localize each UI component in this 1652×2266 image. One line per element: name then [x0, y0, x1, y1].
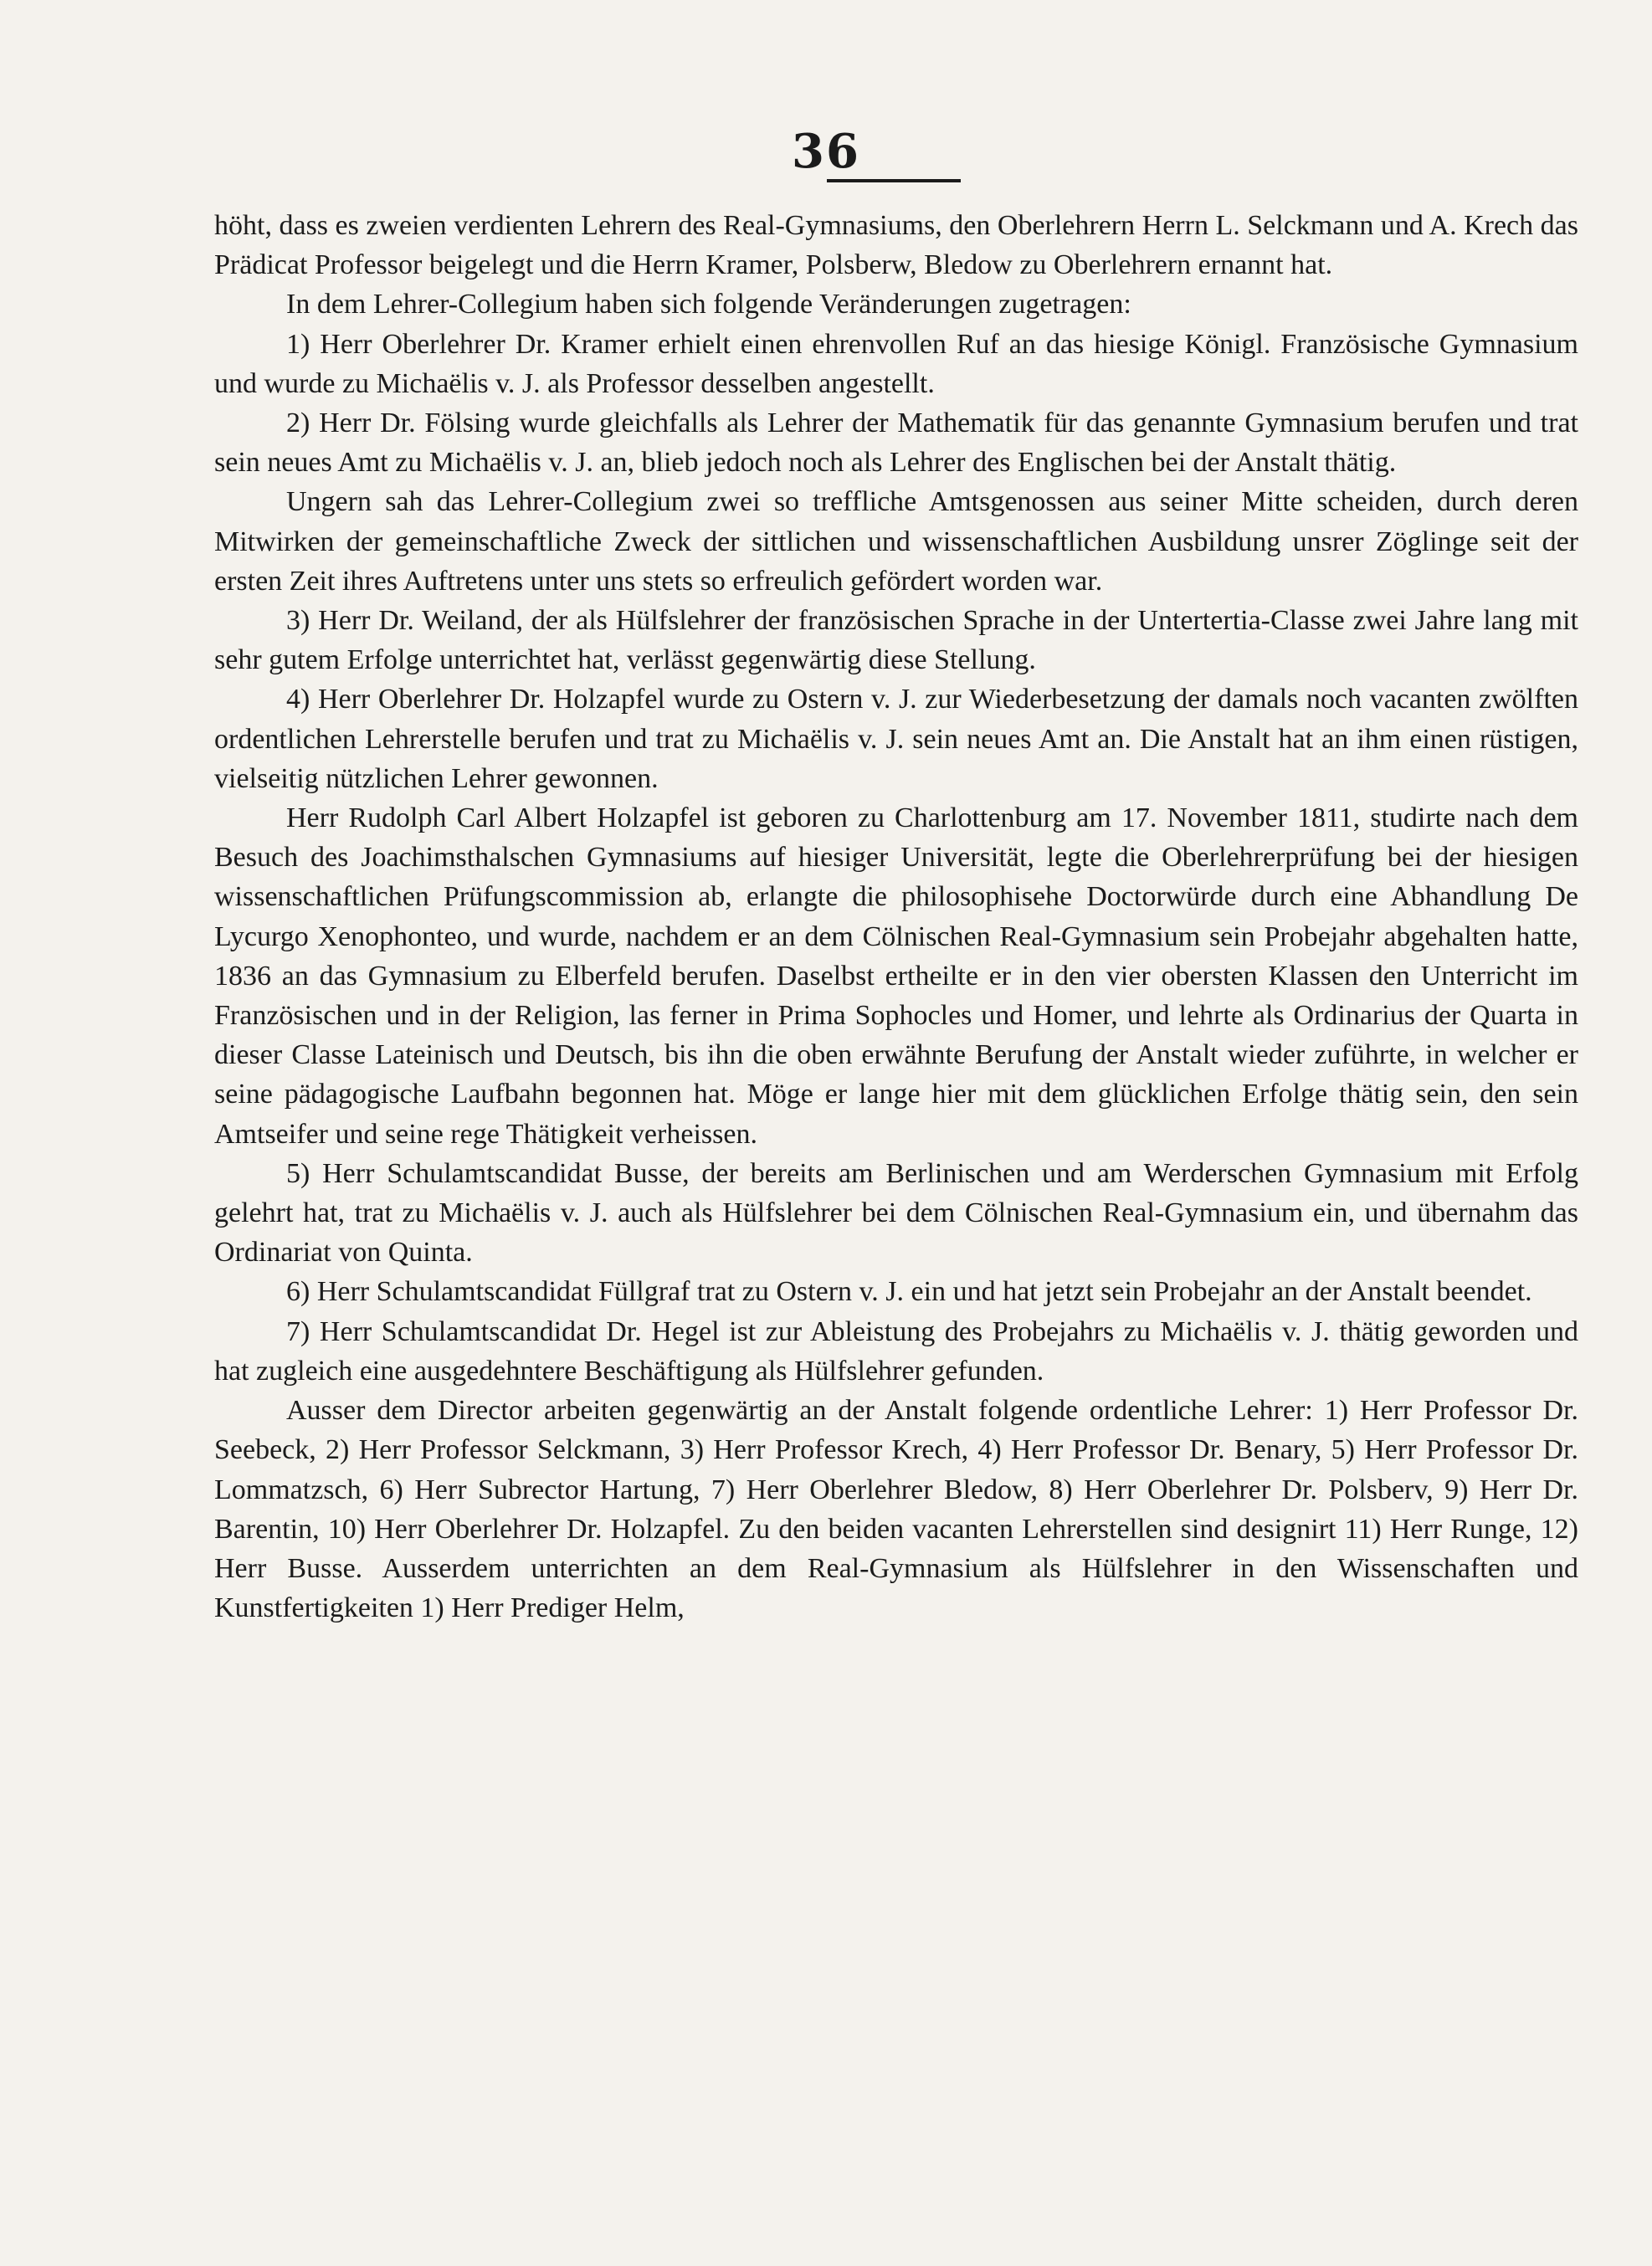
page-number: 36 [792, 124, 860, 179]
paragraph-item-6-fuellgraf: 6) Herr Schulamtscandidat Füllgraf trat zu Ostern v. J. ein und hat jetzt sein Probejahr an der Anstalt beendet. [286, 1276, 1532, 1308]
paragraph-item-5-busse: 5) Herr Schulamtscandidat Busse, der bereits am Berlinischen und am Werderschen Gymnasium mit Erfolg gelehrt hat, trat zu Michaëlis v. J. auch als Hülfslehrer bei dem Cölnischen Real-Gymnasium ein, und übernahm das Ordinariat von Quinta. [214, 1157, 1578, 1269]
paragraph-farewell: Ungern sah das Lehrer-Collegium zwei so treffliche Amtsgenossen aus seiner Mitte scheiden, durch deren Mitwirken der gemeinschaftliche Zweck der sittlichen und wissenschaftlichen Ausbildung unsrer Zöglinge seit der ersten Zeit ihres Auftretens unter uns stets so erfreulich gefördert worden war. [214, 486, 1578, 597]
body-text [214, 206, 1578, 1628]
paragraph-item-7-hegel: 7) Herr Schulamtscandidat Dr. Hegel ist zur Ableistung des Probejahrs zu Michaëlis v. J. thätig geworden und hat zugleich eine ausgedehntere Beschäftigung als Hülfslehrer gefunden. [214, 1315, 1578, 1387]
paragraph-holzapfel-biography: Herr Rudolph Carl Albert Holzapfel ist geboren zu Charlottenburg am 17. November 1811, studirte nach dem Besuch des Joachimsthalschen Gymnasiums auf hiesiger Universität, legte die Oberlehrerprüfung bei der hiesigen wissenschaftlichen Prüfungscommission ab, erlangte die philosophisehe Doctorwürde durch eine Abhandlung De Lycurgo Xenophonteo, und wurde, nachdem er an dem Cölnischen Real-Gymnasium sein Probejahr abgehalten hatte, 1836 an das Gymnasium zu Elberfeld berufen. Daselbst ertheilte er in den vier obersten Klassen den Unterricht im Französischen und in der Religion, las ferner in Prima Sophocles und Homer, und lehrte als Ordinarius der Quarta in dieser Classe Lateinisch und Deutsch, bis ihn die oben erwähnte Berufung der Anstalt wieder zuführte, in welcher er seine pädagogische Laufbahn begonnen hat. Möge er lange hier mit dem glücklichen Erfolge thätig sein, den sein Amtseifer und seine rege Thätigkeit verheissen. [214, 802, 1578, 1150]
page-number-rule [827, 179, 961, 182]
paragraph-item-2-foelsing: 2) Herr Dr. Fölsing wurde gleichfalls als Lehrer der Mathematik für das genannte Gymnasium berufen und trat sein neues Amt zu Michaëlis v. J. an, blieb jedoch noch als Lehrer des Englischen bei der Anstalt thätig. [214, 408, 1578, 479]
paragraph-item-4-holzapfel: 4) Herr Oberlehrer Dr. Holzapfel wurde zu Ostern v. J. zur Wiederbesetzung der damals noch vacanten zwölften ordentlichen Lehrerstelle berufen und trat zu Michaëlis v. J. sein neues Amt an. Die Anstalt hat an ihm einen rüstigen, vielseitig nützlichen Lehrer gewonnen. [214, 684, 1578, 794]
paragraph-item-3-weiland: 3) Herr Dr. Weiland, der als Hülfslehrer der französischen Sprache in der Untertertia-Classe zwei Jahre lang mit sehr gutem Erfolge unterrichtet hat, verlässt gegenwärtig diese Stellung. [214, 605, 1578, 676]
paragraph-changes-intro: In dem Lehrer-Collegium haben sich folgende Veränderungen zugetragen: [286, 289, 1131, 320]
paragraph-promotions: höht, dass es zweien verdienten Lehrern des Real-Gymnasiums, den Oberlehrern Herrn L. Selckmann und A. Krech das Prädicat Professor beigelegt und die Herrn Kramer, Polsberw, Bledow zu Oberlehrern ernannt hat. [214, 210, 1578, 281]
paragraph-teacher-list: Ausser dem Director arbeiten gegenwärtig an der Anstalt folgende ordentliche Lehrer: 1) Herr Professor Dr. Seebeck, 2) Herr Professor Selckmann, 3) Herr Professor Krech, 4) Herr Professor Dr. Benary, 5) Herr Professor Dr. Lommatzsch, 6) Herr Subrector Hartung, 7) Herr Oberlehrer Bledow, 8) Herr Oberlehrer Dr. Polsberv, 9) Herr Dr. Barentin, 10) Herr Oberlehrer Dr. Holzapfel. Zu den beiden vacanten Lehrerstellen sind designirt 11) Herr Runge, 12) Herr Busse. Ausserdem unterrichten an dem Real-Gymnasium als Hülfslehrer in den Wissenschaften und Kunstfertigkeiten 1) Herr Prediger Helm, [214, 1395, 1578, 1624]
paragraph-item-1-kramer: 1) Herr Oberlehrer Dr. Kramer erhielt einen ehrenvollen Ruf an das hiesige Königl. Französische Gymnasium und wurde zu Michaëlis v. J. als Professor desselben angestellt. [214, 328, 1578, 399]
